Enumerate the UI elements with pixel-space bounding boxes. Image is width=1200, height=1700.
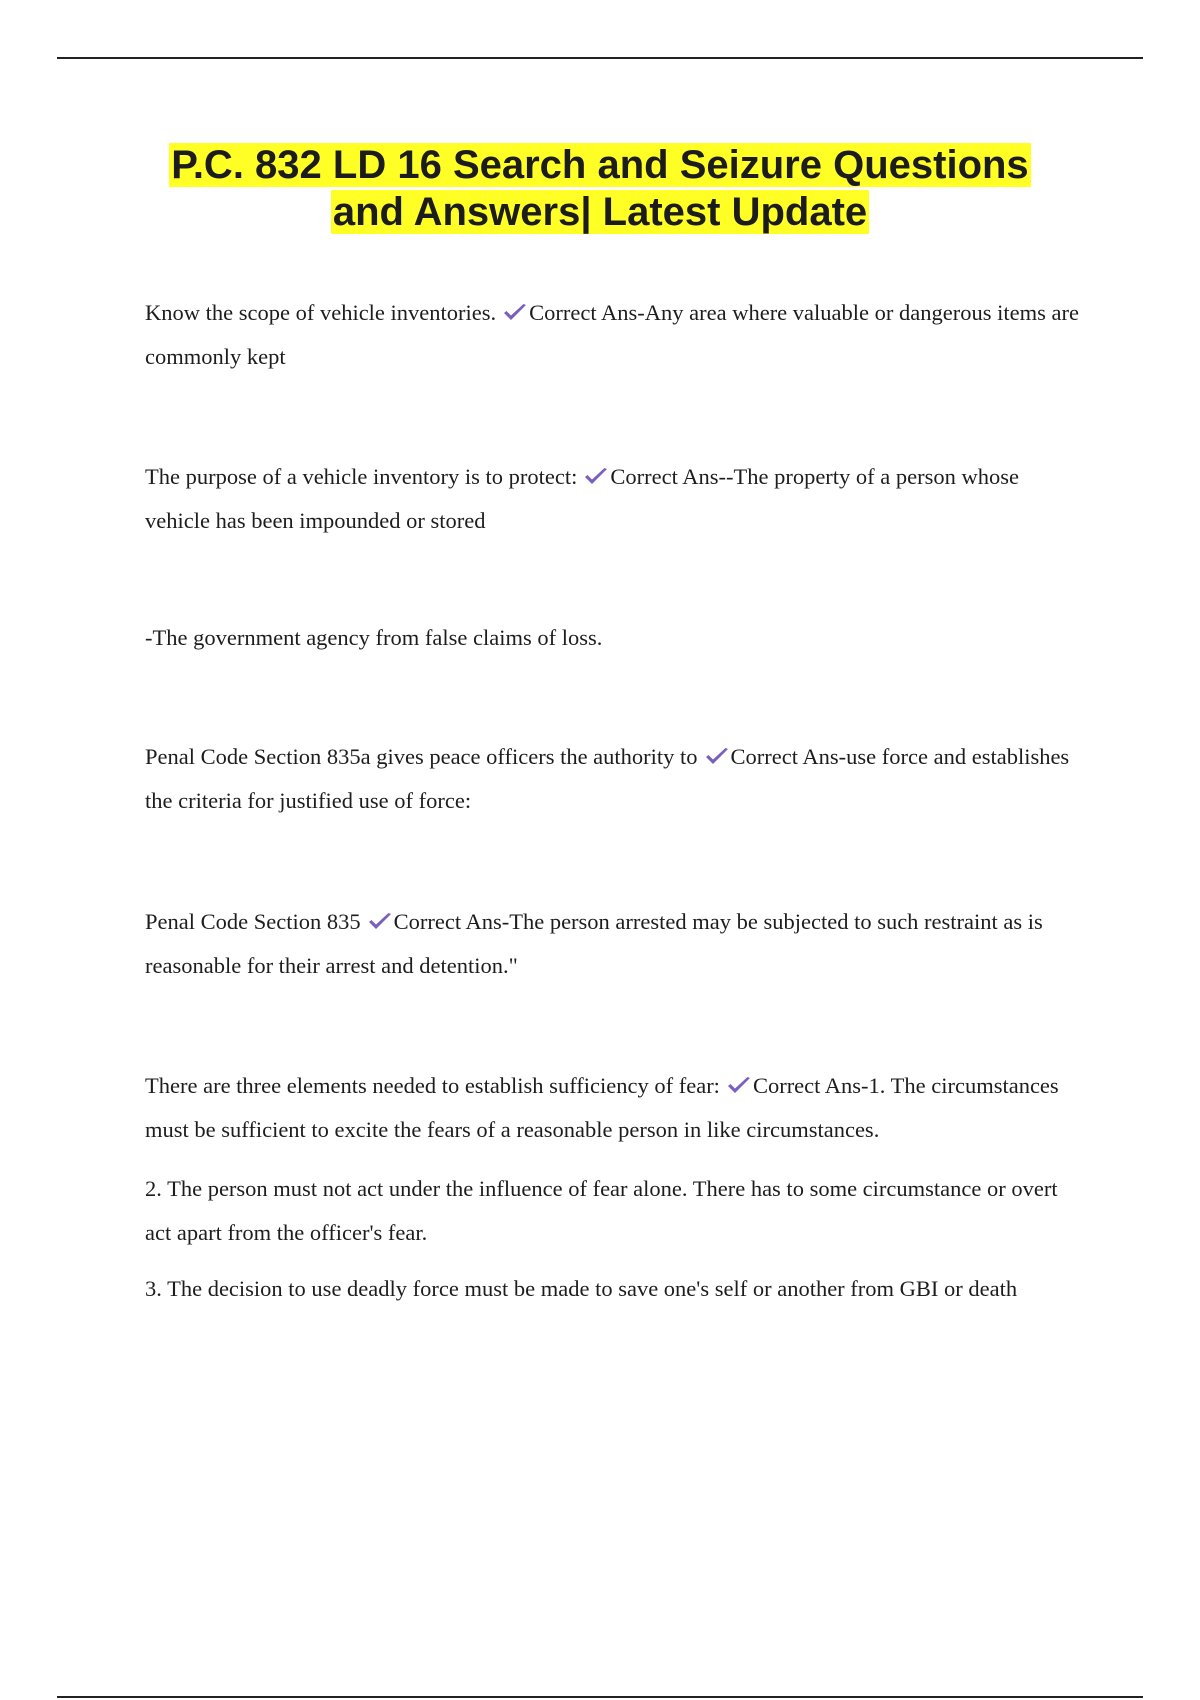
- checkmark-icon: [502, 303, 528, 323]
- answer-continuation: [145, 616, 1085, 660]
- question-text: There are three elements needed to establish sufficiency of fear:: [145, 1073, 720, 1098]
- question-text: Know the scope of vehicle inventories.: [145, 300, 497, 325]
- continuation-text: -The government agency from false claims of loss.: [145, 625, 603, 650]
- title-line-1: P.C. 832 LD 16 Search and Seizure Questions: [171, 143, 1029, 187]
- qa-item-3: [145, 735, 1085, 823]
- answer-continuation: [145, 1167, 1085, 1255]
- checkmark-icon: [367, 912, 393, 932]
- answer-text: Correct Ans-Any area where valuable or dangerous items are commonly kept: [145, 300, 1079, 369]
- answer-text: Correct Ans-1. The circumstances must be sufficient to excite the fears of a reasonable person in like circumstances.: [145, 1073, 1059, 1142]
- answer-text: Correct Ans-The person arrested may be subjected to such restraint as is reasonable for their arrest and detention.": [145, 909, 1043, 978]
- answer-text: Correct Ans-use force and establishes the criteria for justified use of force:: [145, 744, 1070, 813]
- answer-text: Correct Ans--The property of a person whose vehicle has been impounded or stored: [145, 464, 1020, 533]
- qa-item-2: [145, 455, 1085, 543]
- top-rule: [57, 57, 1143, 59]
- checkmark-icon: [704, 747, 730, 767]
- qa-item-4: [145, 900, 1085, 988]
- question-text: Penal Code Section 835: [145, 909, 361, 934]
- bottom-rule: [57, 1696, 1143, 1698]
- answer-continuation: [145, 1267, 1105, 1311]
- checkmark-icon: [726, 1076, 752, 1096]
- question-text: Penal Code Section 835a gives peace officers the authority to: [145, 744, 698, 769]
- checkmark-icon: [583, 467, 609, 487]
- continuation-text: 2. The person must not act under the influence of fear alone. There has to some circumstance or overt act apart from the officer's fear.: [145, 1176, 1058, 1245]
- qa-item-1: [145, 291, 1085, 379]
- qa-item-5: [145, 1064, 1085, 1152]
- title-line-2: and Answers| Latest Update: [332, 190, 868, 234]
- continuation-text: 3. The decision to use deadly force must be made to save one's self or another from GBI or death: [145, 1276, 1018, 1301]
- question-text: The purpose of a vehicle inventory is to protect:: [145, 464, 578, 489]
- document-title: [100, 142, 1100, 236]
